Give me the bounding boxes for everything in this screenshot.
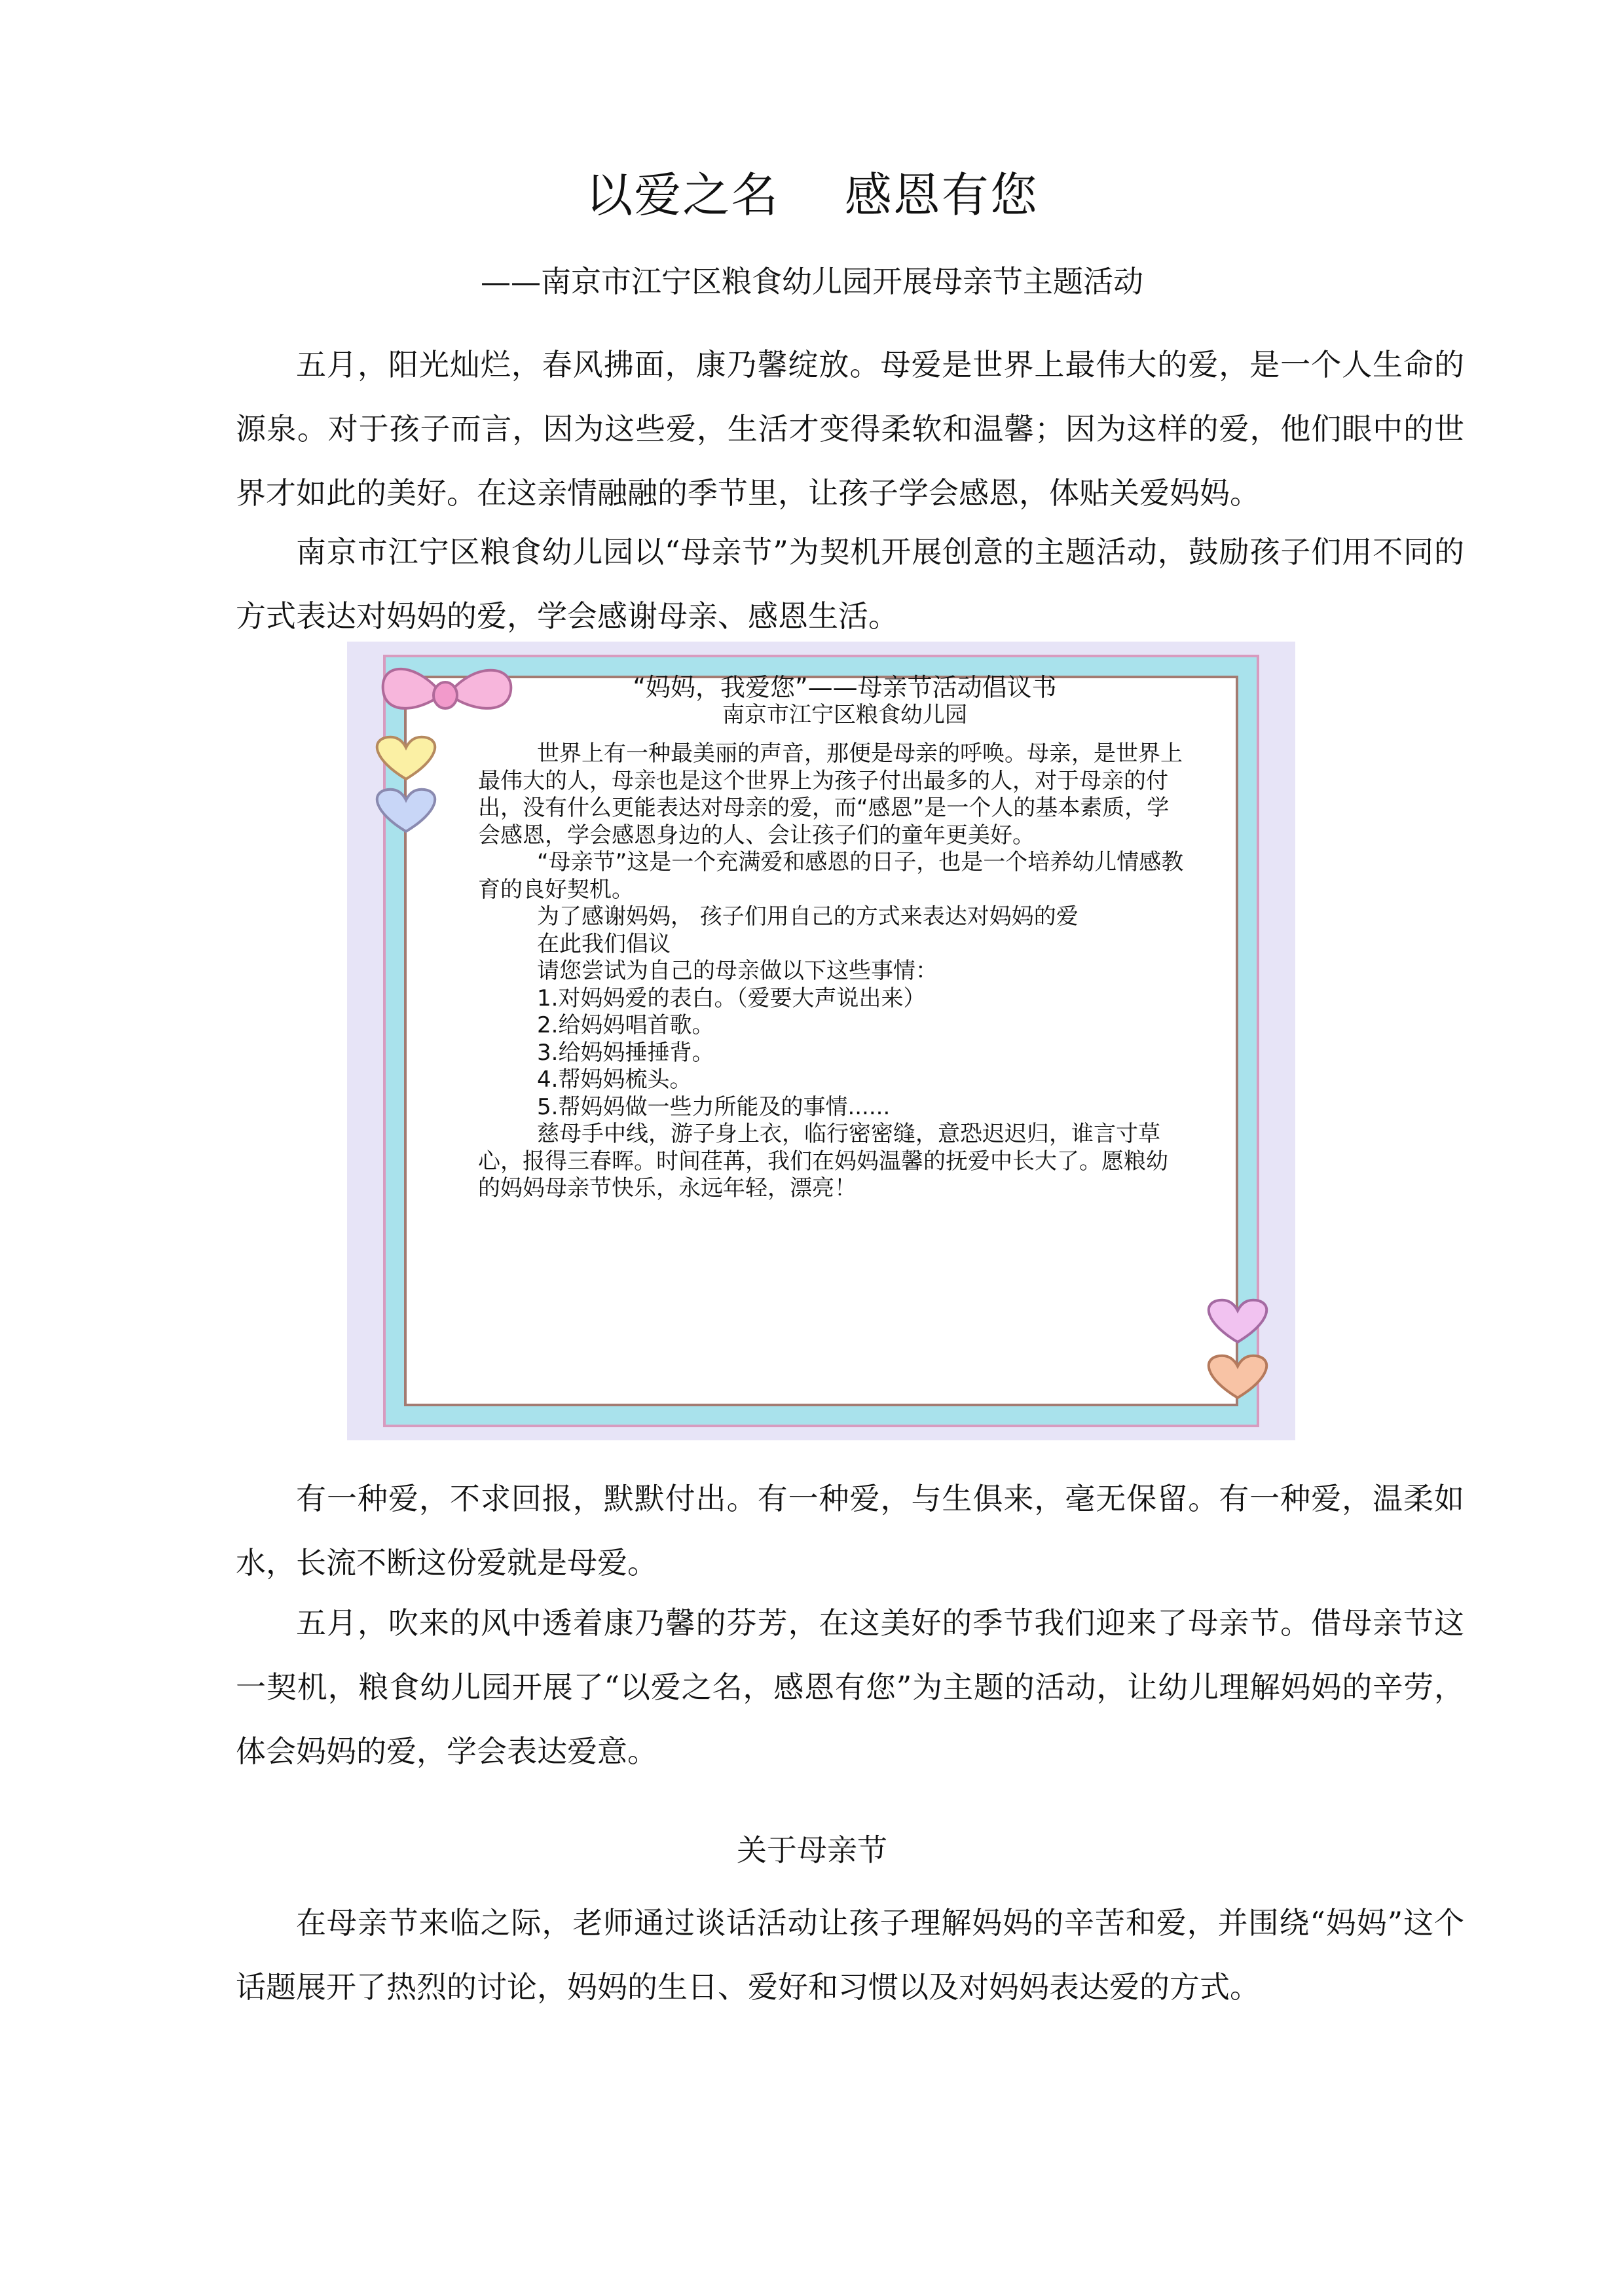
peach-heart-icon — [1198, 1352, 1277, 1401]
paragraph-3: 有一种爱，不求回报，默默付出。有一种爱，与生俱来，毫无保留。有一种爱，温柔如水，长流不断这份爱就是母爱。 — [236, 1481, 1464, 1580]
paragraph-4: 五月，吹来的风中透着康乃馨的芬芳，在这美好的季节我们迎来了母亲节。借母亲节这一契机，粮食幼儿园开展了“以爱之名，感恩有您”为主题的活动，让幼儿理解妈妈的辛劳，体会妈妈的爱，学会表达爱意。 — [236, 1605, 1464, 1769]
poster-line: 5.帮妈妈做一些力所能及的事情...... — [537, 1093, 891, 1120]
poster-paragraph-2: “母亲节”这是一个充满爱和感恩的日子，也是一个培养幼儿情感教育的良好契机。 — [478, 849, 1184, 903]
poster-line: 3.给妈妈捶捶背。 — [537, 1039, 714, 1066]
page-title: 以爱之名 感恩有您 — [585, 168, 1039, 223]
blue-heart-icon — [367, 786, 445, 835]
yellow-heart-icon — [367, 733, 445, 782]
paragraph-5: 在母亲节来临之际，老师通过谈话活动让孩子理解妈妈的辛苦和爱，并围绕“妈妈”这个话题展开了热烈的讨论，妈妈的生日、爱好和习惯以及对妈妈表达爱的方式。 — [236, 1905, 1464, 2005]
poster-paragraph-1: 世界上有一种最美丽的声音，那便是母亲的呼唤。母亲，是世界上最伟大的人，母亲也是这个世界上为孩子付出最多的人，对于母亲的付出，没有什么更能表达对母亲的爱，而“感恩”是一个人的基本素质，学会感恩，学会感恩身边的人、会让孩子们的童年更美好。 — [478, 740, 1183, 848]
poster-line: 4.帮妈妈梳头。 — [537, 1066, 692, 1093]
poster-paragraph-3: 为了感谢妈妈， 孩子们用自己的方式来表达对妈妈的爱 — [537, 903, 1079, 930]
section-heading: 关于母亲节 — [737, 1832, 887, 1868]
poster-line: 2.给妈妈唱首歌。 — [537, 1012, 714, 1038]
poster-organization: 南京市江宁区粮食幼儿园 — [722, 701, 967, 728]
proposal-poster-image — [347, 642, 1295, 1440]
poster-line: 在此我们倡议 — [537, 930, 671, 957]
paragraph-2: 南京市江宁区粮食幼儿园以“母亲节”为契机开展创意的主题活动，鼓励孩子们用不同的方式表达对妈妈的爱，学会感谢母亲、感恩生活。 — [236, 534, 1464, 634]
poster-paragraph-4: 慈母手中线，游子身上衣，临行密密缝，意恐迟迟归，谁言寸草心，报得三春晖。时间荏苒，我们在妈妈温馨的抚爱中长大了。愿粮幼的妈妈母亲节快乐，永远年轻，漂亮！ — [478, 1121, 1168, 1201]
poster-title: “妈妈，我爱您”——母亲节活动倡议书 — [633, 673, 1057, 702]
poster-text — [478, 674, 1185, 1203]
paragraph-1: 五月，阳光灿烂，春风拂面，康乃馨绽放。母爱是世界上最伟大的爱，是一个人生命的源泉。对于孩子而言，因为这些爱，生活才变得柔软和温馨；因为这样的爱，他们眼中的世界才如此的美好。在这亲情融融的季节里，让孩子学会感恩，体贴关爱妈妈。 — [236, 347, 1464, 511]
page-subtitle: ——南京市江宁区粮食幼儿园开展母亲节主题活动 — [481, 264, 1143, 299]
purple-heart-icon — [1198, 1296, 1277, 1345]
poster-line: 请您尝试为自己的母亲做以下这些事情： — [537, 958, 938, 984]
poster-line: 1.对妈妈爱的表白。（爱要大声说出来） — [537, 985, 926, 1011]
